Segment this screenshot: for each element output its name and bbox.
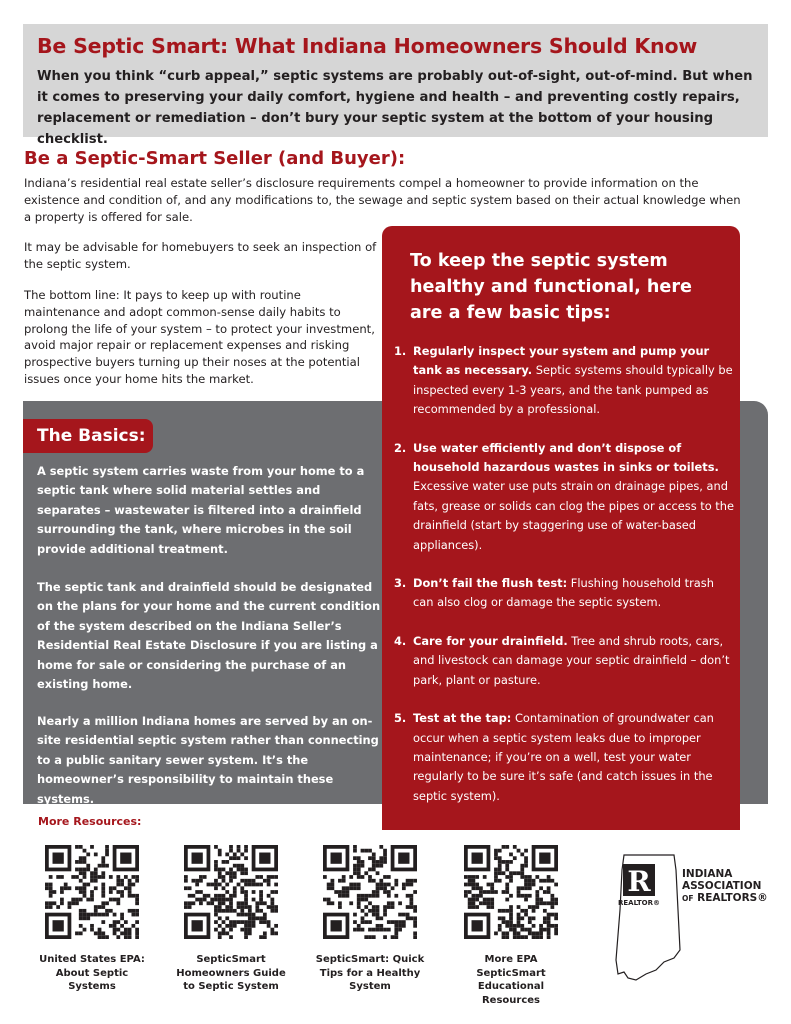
- tip-number: 3.: [394, 576, 407, 591]
- page-title: Be Septic Smart: What Indiana Homeowners Should Know: [37, 34, 698, 58]
- svg-text:REALTOR®: REALTOR®: [617, 899, 661, 907]
- list-item: [394, 574, 734, 613]
- tip-heading: Use water efficiently and don’t dispose of household hazardous wastes in sinks or toilets.: [413, 440, 719, 475]
- svg-text:R: R: [627, 865, 651, 898]
- seller-heading: Be a Septic-Smart Seller (and Buyer):: [24, 148, 406, 169]
- basics-paragraph-2: The septic tank and drainfield should be designated on the plans for your home and the current condition of the system described on the Indiana Seller’s Residential Real Estate Disclosure if you are listing a home for sale or considering the purchase of an existing home.: [37, 580, 381, 692]
- qr-code-epa-about[interactable]: [37, 837, 147, 947]
- qr-code-quick-tips[interactable]: [315, 837, 425, 947]
- qr-caption-3: SepticSmart: Quick Tips for a Healthy System: [315, 954, 425, 992]
- basics-paragraph-3: Nearly a million Indiana homes are served by an on-site residential septic system rather than connecting to a public sanitary sewer system. It’s the homeowner’s responsibility to maintain these systems.: [37, 714, 379, 806]
- tip-heading: Don’t fail the flush test:: [413, 576, 568, 591]
- qr-code-icon: [464, 845, 558, 939]
- tip-heading: Regularly inspect your system and pump your tank as necessary.: [413, 344, 710, 378]
- tip-heading: Test at the tap:: [413, 711, 512, 726]
- logo-of: OF: [682, 894, 694, 903]
- tips-list: [394, 342, 734, 825]
- tip-body: Tree and shrub roots, cars, and livestock can damage your septic drainfield – don’t park, plant or pasture.: [413, 633, 730, 687]
- tip-body: Flushing household trash can also clog or damage the septic system.: [413, 576, 714, 610]
- list-item: [394, 632, 734, 690]
- qr-caption-1: United States EPA: About Septic Systems: [39, 954, 145, 992]
- qr-code-homeowners-guide[interactable]: [176, 837, 286, 947]
- qr-caption-4: More EPA SepticSmart Educational Resources: [476, 954, 546, 1006]
- tip-body: Excessive water use puts strain on drainage pipes, and fats, grease or solids can clog the pipes or access to the drainfield (start by staggering use of water-based appliances).: [413, 479, 734, 552]
- tip-number: 2.: [394, 440, 407, 455]
- logo-line-2: ASSOCIATION: [682, 880, 762, 892]
- resources-heading: More Resources:: [38, 815, 142, 828]
- qr-code-icon: [184, 845, 278, 939]
- tip-number: 1.: [394, 344, 407, 358]
- qr-caption-2: SepticSmart Homeowners Guide to Septic System: [176, 954, 286, 992]
- seller-paragraph-1: Indiana’s residential real estate seller’s disclosure requirements compel a homeowner to provide information on the existence and condition of, and any modifications to, the sewage and septic system based on their actual knowledge when a property is offered for sale.: [24, 176, 741, 224]
- intro-text: When you think “curb appeal,” septic systems are probably out-of-sight, out-of-mind. But when it comes to preserving your daily comfort, hygiene and health – and preventing costly repairs, replacement or remediation – don’t bury your septic system at the bottom of your housing checklist.: [37, 69, 753, 147]
- list-item: [394, 342, 734, 420]
- seller-paragraph-2: It may be advisable for homebuyers to seek an inspection of the septic system.: [24, 240, 377, 271]
- logo-realtors: REALTORS®: [697, 892, 768, 904]
- tip-heading: Care for your drainfield.: [413, 633, 568, 648]
- seller-paragraph-3: The bottom line: It pays to keep up with routine maintenance and adopt common-sense daily habits to prolong the life of your system – to protect your investment, avoid major repair or replacement expenses and risking prospective buyers turning up their noses at the potential issues once your home hits the market.: [24, 288, 375, 386]
- tip-number: 4.: [394, 633, 407, 648]
- basics-paragraph-1: A septic system carries waste from your home to a septic tank where solid material settles and separates – wastewater is filtered into a drainfield surrounding the tank, where microbes in the soil provide additional treatment.: [37, 464, 365, 556]
- qr-code-icon: [323, 845, 417, 939]
- qr-code-icon: [45, 845, 139, 939]
- tip-number: 5.: [394, 711, 407, 726]
- list-item: [394, 439, 734, 555]
- basics-heading: The Basics:: [23, 419, 153, 453]
- tips-box: [382, 226, 740, 830]
- logo-wordmark: [682, 868, 772, 905]
- tip-body: Contamination of groundwater can occur when a septic system leaks due to improper maintenance; if you’re on a well, test your water regularly to be sure it’s safe (and catch issues in the septic system).: [413, 711, 714, 803]
- tips-heading: To keep the septic system healthy and functional, here are a few basic tips:: [410, 251, 692, 323]
- qr-code-more-resources[interactable]: [456, 837, 566, 947]
- list-item: [394, 709, 734, 806]
- logo-line-1: INDIANA: [682, 868, 733, 880]
- header-banner: [23, 24, 768, 147]
- logo-line-3: [682, 892, 772, 905]
- tip-body: Septic systems should typically be inspected every 1-3 years, and the tank pumped as recommended by a professional.: [413, 363, 733, 417]
